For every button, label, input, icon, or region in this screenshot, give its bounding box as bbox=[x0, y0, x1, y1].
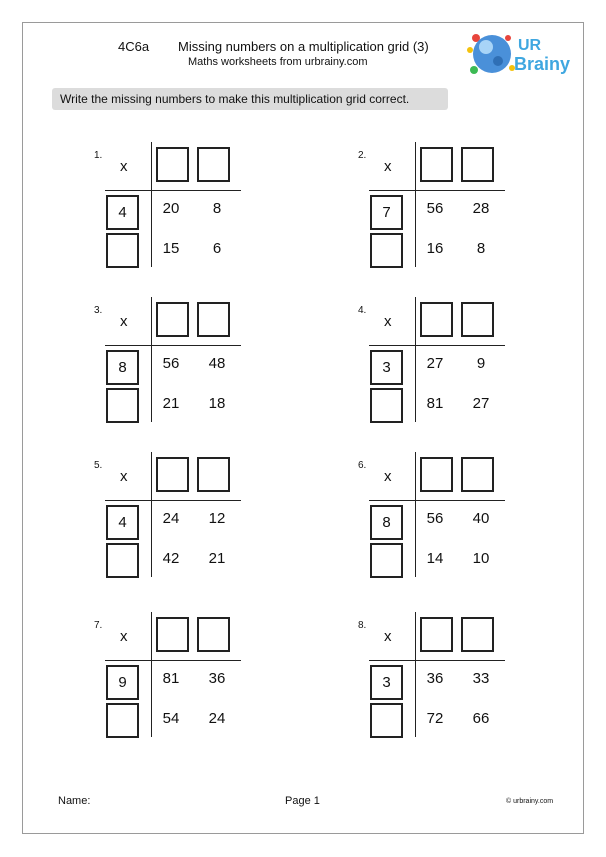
grid-horizontal-line bbox=[105, 660, 241, 661]
grid-horizontal-line bbox=[369, 345, 505, 346]
answer-box-row-2[interactable] bbox=[106, 233, 139, 268]
product-cell: 12 bbox=[208, 510, 226, 527]
multiply-sign: x bbox=[120, 628, 128, 645]
product-cell: 27 bbox=[472, 395, 490, 412]
answer-box-col-1[interactable] bbox=[420, 147, 453, 182]
logo-text-brainy: Brainy bbox=[514, 54, 571, 74]
product-cell: 24 bbox=[208, 710, 226, 727]
question-number: 5. bbox=[94, 460, 103, 471]
question-4 bbox=[358, 305, 508, 435]
answer-box-col-2[interactable] bbox=[461, 147, 494, 182]
question-1 bbox=[94, 150, 244, 280]
product-cell: 56 bbox=[162, 355, 180, 372]
answer-box-col-1[interactable] bbox=[420, 302, 453, 337]
answer-box-row-2[interactable] bbox=[370, 703, 403, 738]
grid-vertical-line bbox=[151, 297, 152, 422]
product-cell: 14 bbox=[426, 550, 444, 567]
product-cell: 28 bbox=[472, 200, 490, 217]
question-number: 6. bbox=[358, 460, 367, 471]
name-label: Name: bbox=[58, 795, 91, 807]
answer-box-col-1[interactable] bbox=[156, 147, 189, 182]
question-number: 3. bbox=[94, 305, 103, 316]
product-cell: 36 bbox=[426, 670, 444, 687]
question-8 bbox=[358, 620, 508, 750]
question-number: 7. bbox=[94, 620, 103, 631]
grid-vertical-line bbox=[151, 452, 152, 577]
multiply-sign: x bbox=[120, 313, 128, 330]
row-factor-top: 3 bbox=[370, 350, 403, 385]
product-cell: 81 bbox=[162, 670, 180, 687]
question-5 bbox=[94, 460, 244, 590]
product-cell: 8 bbox=[212, 200, 222, 217]
product-cell: 81 bbox=[426, 395, 444, 412]
multiply-sign: x bbox=[384, 313, 392, 330]
answer-box-row-2[interactable] bbox=[106, 703, 139, 738]
grid-horizontal-line bbox=[369, 660, 505, 661]
product-cell: 6 bbox=[212, 240, 222, 257]
answer-box-col-2[interactable] bbox=[197, 302, 230, 337]
page-number: Page 1 bbox=[285, 795, 320, 807]
multiply-sign: x bbox=[384, 628, 392, 645]
product-cell: 9 bbox=[476, 355, 486, 372]
grid-vertical-line bbox=[151, 142, 152, 267]
product-cell: 48 bbox=[208, 355, 226, 372]
multiply-sign: x bbox=[384, 158, 392, 175]
product-cell: 56 bbox=[426, 510, 444, 527]
product-cell: 15 bbox=[162, 240, 180, 257]
product-cell: 42 bbox=[162, 550, 180, 567]
product-cell: 20 bbox=[162, 200, 180, 217]
question-number: 4. bbox=[358, 305, 367, 316]
logo-text-ur: UR bbox=[518, 37, 542, 54]
worksheet-subtitle: Maths worksheets from urbrainy.com bbox=[188, 56, 368, 68]
multiply-sign: x bbox=[120, 158, 128, 175]
product-cell: 16 bbox=[426, 240, 444, 257]
answer-box-col-2[interactable] bbox=[461, 617, 494, 652]
row-factor-top: 7 bbox=[370, 195, 403, 230]
row-factor-top: 3 bbox=[370, 665, 403, 700]
answer-box-col-2[interactable] bbox=[197, 457, 230, 492]
row-factor-top: 8 bbox=[370, 505, 403, 540]
answer-box-col-1[interactable] bbox=[156, 302, 189, 337]
product-cell: 24 bbox=[162, 510, 180, 527]
grid-horizontal-line bbox=[369, 500, 505, 501]
row-factor-top: 4 bbox=[106, 195, 139, 230]
product-cell: 18 bbox=[208, 395, 226, 412]
product-cell: 21 bbox=[208, 550, 226, 567]
answer-box-row-2[interactable] bbox=[106, 543, 139, 578]
product-cell: 21 bbox=[162, 395, 180, 412]
question-2 bbox=[358, 150, 508, 280]
product-cell: 10 bbox=[472, 550, 490, 567]
urbrainy-logo bbox=[466, 28, 578, 80]
question-number: 2. bbox=[358, 150, 367, 161]
answer-box-col-1[interactable] bbox=[420, 617, 453, 652]
answer-box-row-2[interactable] bbox=[370, 388, 403, 423]
grid-vertical-line bbox=[415, 612, 416, 737]
question-number: 8. bbox=[358, 620, 367, 631]
answer-box-col-1[interactable] bbox=[156, 617, 189, 652]
product-cell: 56 bbox=[426, 200, 444, 217]
grid-horizontal-line bbox=[105, 345, 241, 346]
grid-vertical-line bbox=[415, 297, 416, 422]
answer-box-col-2[interactable] bbox=[461, 457, 494, 492]
answer-box-row-2[interactable] bbox=[106, 388, 139, 423]
product-cell: 72 bbox=[426, 710, 444, 727]
worksheet-title: Missing numbers on a multiplication grid (3) bbox=[178, 39, 429, 54]
question-number: 1. bbox=[94, 150, 103, 161]
worksheet-code: 4C6a bbox=[118, 39, 150, 54]
grid-vertical-line bbox=[151, 612, 152, 737]
answer-box-col-2[interactable] bbox=[197, 617, 230, 652]
copyright: © urbrainy.com bbox=[506, 798, 554, 805]
question-3 bbox=[94, 305, 244, 435]
answer-box-col-2[interactable] bbox=[461, 302, 494, 337]
row-factor-top: 8 bbox=[106, 350, 139, 385]
product-cell: 33 bbox=[472, 670, 490, 687]
multiply-sign: x bbox=[120, 468, 128, 485]
grid-horizontal-line bbox=[105, 500, 241, 501]
question-7 bbox=[94, 620, 244, 750]
product-cell: 8 bbox=[476, 240, 486, 257]
grid-vertical-line bbox=[415, 452, 416, 577]
grid-vertical-line bbox=[415, 142, 416, 267]
grid-horizontal-line bbox=[369, 190, 505, 191]
grid-horizontal-line bbox=[105, 190, 241, 191]
product-cell: 36 bbox=[208, 670, 226, 687]
answer-box-col-2[interactable] bbox=[197, 147, 230, 182]
product-cell: 27 bbox=[426, 355, 444, 372]
product-cell: 40 bbox=[472, 510, 490, 527]
product-cell: 66 bbox=[472, 710, 490, 727]
answer-box-row-2[interactable] bbox=[370, 233, 403, 268]
row-factor-top: 9 bbox=[106, 665, 139, 700]
answer-box-col-1[interactable] bbox=[420, 457, 453, 492]
instructions-banner: Write the missing numbers to make this multiplication grid correct. bbox=[52, 88, 448, 110]
multiply-sign: x bbox=[384, 468, 392, 485]
answer-box-row-2[interactable] bbox=[370, 543, 403, 578]
answer-box-col-1[interactable] bbox=[156, 457, 189, 492]
product-cell: 54 bbox=[162, 710, 180, 727]
question-6 bbox=[358, 460, 508, 590]
row-factor-top: 4 bbox=[106, 505, 139, 540]
